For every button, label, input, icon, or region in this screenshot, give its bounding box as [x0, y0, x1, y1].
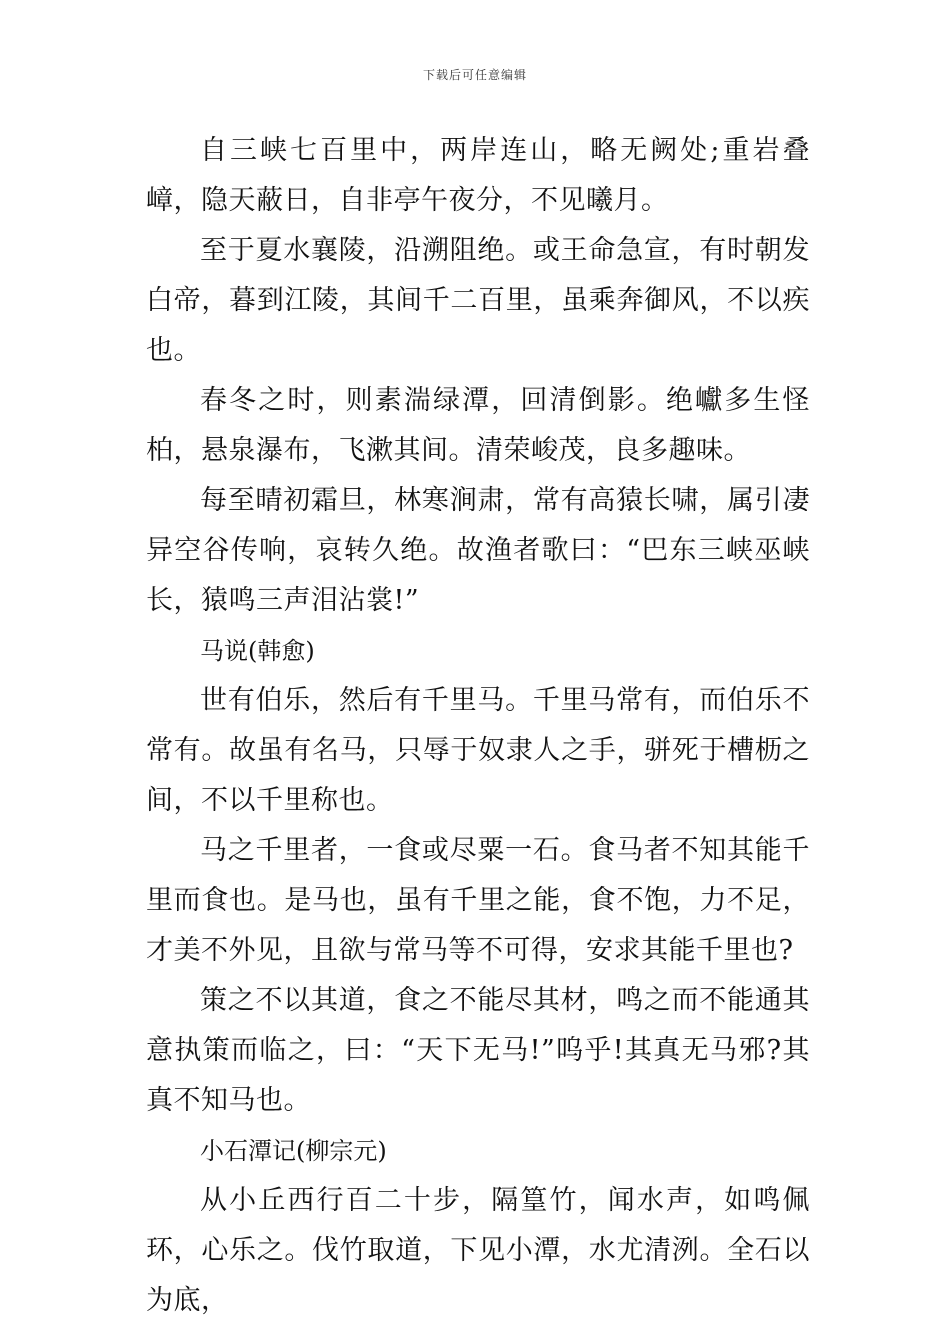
paragraph-three-gorges-2: 至于夏水襄陵，沿溯阻绝。或王命急宣，有时朝发白帝，暮到江陵，其间千二百里，虽乘奔御风，不以疾也。: [146, 235, 810, 366]
paragraph-ma-shuo-2: 马之千里者，一食或尽粟一石。食马者不知其能千里而食也。是马也，虽有千里之能，食不饱，力不足，才美不外见，且欲与常马等不可得，安求其能千里也?: [146, 835, 810, 966]
paragraph-ma-shuo-1: 世有伯乐，然后有千里马。千里马常有，而伯乐不常有。故虽有名马，只辱于奴隶人之手，骈死于槽枥之间，不以千里称也。: [146, 685, 810, 816]
paragraph-ma-shuo-3: 策之不以其道，食之不能尽其材，鸣之而不能通其意执策而临之，曰：“天下无马!”呜乎!其真无马邪?其真不知马也。: [146, 985, 811, 1116]
document-body: [146, 126, 810, 1326]
paragraph-three-gorges-1: 自三峡七百里中，两岸连山，略无阙处;重岩叠嶂，隐天蔽日，自非亭午夜分，不见曦月。: [146, 135, 810, 216]
paragraph-three-gorges-3: 春冬之时，则素湍绿潭，回清倒影。绝巘多生怪柏，悬泉瀑布，飞漱其间。清荣峻茂，良多趣味。: [146, 385, 810, 466]
paragraph-three-gorges-4: 每至晴初霜旦，林寒涧肃，常有高猿长啸，属引凄异空谷传响，哀转久绝。故渔者歌曰：“巴东三峡巫峡长，猿鸣三声泪沾裳!”: [146, 485, 810, 616]
section-title-ma-shuo: 马说(韩愈): [200, 637, 315, 665]
page-header: 下载后可任意编辑: [422, 68, 527, 82]
section-title-xiao-shi-tan-ji: 小石潭记(柳宗元): [200, 1137, 387, 1165]
paragraph-xiao-shi-tan-ji-1: 从小丘西行百二十步，隔篁竹，闻水声，如鸣佩环，心乐之。伐竹取道，下见小潭，水尤清洌。全石以为底，: [146, 1185, 810, 1316]
